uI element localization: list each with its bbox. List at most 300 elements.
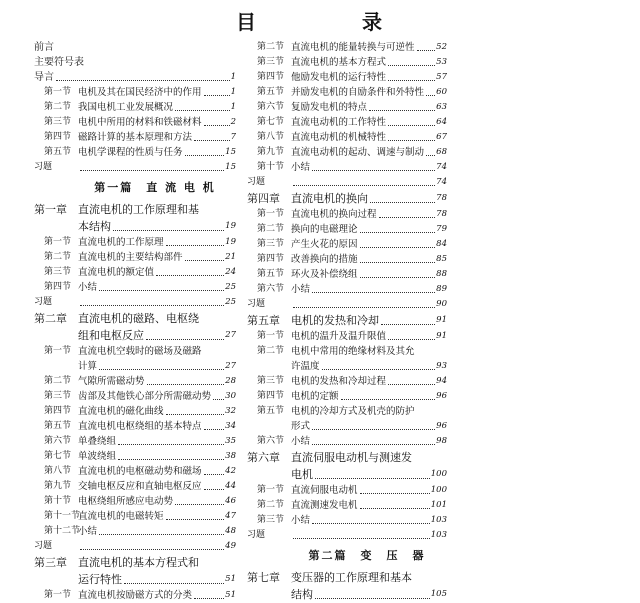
entry-number: 第六节 (257, 436, 285, 446)
entry-title: 直流电机的额定值 (78, 267, 155, 278)
entry-title: 复励发电机的特点 (291, 102, 368, 113)
entry-number: 第七章 (247, 571, 280, 584)
dot-leader (370, 201, 435, 203)
page-number: 78 (436, 209, 447, 219)
page-number: 103 (430, 530, 447, 540)
dot-leader (213, 398, 224, 400)
part-title: 第二篇 变 压 器 (308, 549, 426, 562)
entry-number: 第十节 (257, 162, 285, 172)
entry-number: 第三节 (257, 57, 285, 67)
entry-title: 小结 (291, 284, 311, 295)
toc-entry (247, 404, 447, 419)
entry-number: 第二节 (257, 500, 285, 510)
dot-leader (341, 398, 436, 400)
page-number: 94 (436, 376, 447, 386)
entry-number: 第四节 (257, 391, 285, 401)
entry-number: 第二节 (44, 102, 72, 112)
entry-number: 第五节 (257, 87, 285, 97)
page-number: 24 (225, 267, 236, 277)
entry-title: 主要符号表 (34, 57, 84, 68)
entry-title: 电枢绕组所感应电动势 (78, 496, 174, 507)
toc-entry (34, 265, 236, 280)
dot-leader (426, 154, 435, 156)
entry-title: 电机的冷却方式及机壳的防护 (291, 406, 415, 417)
dot-leader (204, 428, 225, 430)
page-number: 100 (430, 485, 447, 495)
toc-entry (247, 297, 447, 312)
entry-title: 直流电机的电磁转矩 (78, 511, 164, 522)
entry-number: 第七节 (257, 117, 285, 127)
dot-leader (99, 368, 224, 370)
toc-entry (247, 449, 447, 466)
entry-title: 直流电机电枢绕组的基本特点 (78, 421, 202, 432)
dot-leader (124, 582, 224, 584)
toc-left-column (34, 40, 236, 603)
entry-number: 习题 (247, 177, 266, 187)
dot-leader (360, 246, 436, 248)
toc-entry (247, 267, 447, 282)
dot-leader (426, 94, 435, 96)
toc-entry (34, 539, 236, 554)
dot-leader (312, 522, 430, 524)
dot-leader (204, 473, 225, 475)
page-number: 68 (436, 147, 447, 157)
entry-number: 第五节 (44, 421, 72, 431)
entry-number: 第一节 (44, 87, 72, 97)
entry-title: 换向的电磁理论 (291, 224, 358, 235)
toc-entry (34, 250, 236, 265)
entry-number: 第十二节 (44, 526, 81, 536)
page-number: 51 (225, 574, 236, 584)
entry-title: 电机及其在国民经济中的作用 (78, 87, 202, 98)
entry-number: 第一节 (257, 485, 285, 495)
entry-number: 第十一节 (44, 511, 81, 521)
toc-entry (34, 201, 236, 218)
toc-entry (34, 115, 236, 130)
dot-leader (417, 49, 436, 51)
page-number: 35 (225, 436, 236, 446)
toc-entry (34, 571, 236, 588)
entry-number: 第三节 (44, 391, 72, 401)
entry-number: 第四章 (247, 192, 280, 205)
toc-entry (34, 310, 236, 327)
entry-title: 变压器的工作原理和基本 (291, 571, 412, 584)
dot-leader (194, 139, 230, 141)
toc-entry (34, 70, 236, 85)
entry-title: 直流伺服电动机与测速发 (291, 451, 412, 464)
page-number: 96 (436, 391, 447, 401)
page-number: 105 (430, 589, 447, 599)
entry-number: 第四节 (257, 254, 285, 264)
page-title: 目 录 (236, 10, 404, 34)
dot-leader (99, 289, 224, 291)
entry-number: 第一节 (44, 590, 72, 600)
entry-title: 我国电机工业发展概况 (78, 102, 174, 113)
page-number: 38 (225, 451, 236, 461)
dot-leader (322, 368, 436, 370)
page-number: 25 (225, 282, 236, 292)
page-number: 15 (225, 162, 236, 172)
toc-entry (247, 434, 447, 449)
toc-entry (247, 85, 447, 100)
entry-number: 第一节 (44, 346, 72, 356)
entry-number: 第六章 (247, 451, 280, 464)
page-number: 57 (436, 72, 447, 82)
toc-entry (247, 528, 447, 543)
page-number: 47 (225, 511, 236, 521)
entry-number: 第二节 (257, 224, 285, 234)
entry-number: 第五节 (257, 269, 285, 279)
page-number: 100 (430, 469, 447, 479)
entry-title: 交轴电枢反应和直轴电枢反应 (78, 481, 202, 492)
page-number: 84 (436, 239, 447, 249)
toc-entry (34, 554, 236, 571)
dot-leader (360, 276, 436, 278)
toc-entry (247, 586, 447, 603)
entry-title: 直流电机的能量转换与可逆性 (291, 42, 415, 53)
entry-number: 第四节 (44, 282, 72, 292)
page-number: 91 (436, 331, 447, 341)
page-number: 93 (436, 361, 447, 371)
part-heading (34, 175, 236, 201)
page-number: 78 (436, 193, 447, 203)
part-heading (247, 543, 447, 569)
dot-leader (388, 64, 435, 66)
toc-entry (247, 160, 447, 175)
page-number: 52 (436, 42, 447, 52)
toc-entry (247, 190, 447, 207)
toc-entry (247, 374, 447, 389)
dot-leader (388, 383, 435, 385)
entry-title: 导言 (34, 72, 54, 83)
page-number: 46 (225, 496, 236, 506)
entry-title: 电机的发热和冷却 (291, 314, 379, 327)
toc-entry (34, 464, 236, 479)
entry-title: 直流电机的工作原理 (78, 237, 164, 248)
page-number: 49 (225, 541, 236, 551)
page-number: 28 (225, 376, 236, 386)
toc-entry (247, 252, 447, 267)
entry-title: 许温度 (291, 361, 320, 372)
entry-title: 产生火花的原因 (291, 239, 358, 250)
toc-entry (34, 524, 236, 539)
toc-entry (247, 312, 447, 329)
entry-title: 直流电机的工作原理和基 (78, 203, 199, 216)
entry-title: 组和电枢反应 (78, 329, 144, 342)
dot-leader (293, 537, 430, 539)
toc-entry (247, 100, 447, 115)
toc-entry (34, 280, 236, 295)
page-number: 89 (436, 284, 447, 294)
toc-entry (247, 513, 447, 528)
dot-leader (293, 306, 435, 308)
page-number: 34 (225, 421, 236, 431)
page-number: 19 (225, 221, 236, 231)
page-number: 1 (230, 87, 236, 97)
entry-title: 电机的发热和冷却过程 (291, 376, 387, 387)
page-number: 7 (230, 132, 236, 142)
dot-leader (204, 94, 230, 96)
dot-leader (80, 548, 224, 550)
entry-title: 电机的定额 (291, 391, 339, 402)
page-number: 85 (436, 254, 447, 264)
page-number: 74 (436, 177, 447, 187)
toc-right-column (247, 40, 447, 603)
toc-entry (247, 115, 447, 130)
entry-title: 直流电机的换向过程 (291, 209, 377, 220)
entry-number: 习题 (247, 299, 266, 309)
toc-entry (247, 237, 447, 252)
entry-title: 直流电机的磁路、电枢绕 (78, 312, 199, 325)
toc-entry (247, 329, 447, 344)
dot-leader (388, 124, 435, 126)
dot-leader (146, 338, 224, 340)
dot-leader (113, 229, 224, 231)
entry-title: 小结 (291, 436, 311, 447)
entry-title: 小结 (78, 526, 98, 537)
toc-entry (247, 344, 447, 359)
entry-title: 运行特性 (78, 573, 122, 586)
toc-entry (247, 282, 447, 297)
entry-number: 习题 (34, 297, 53, 307)
entry-title: 他励发电机的运行特性 (291, 72, 387, 83)
page-number: 2 (230, 117, 236, 127)
dot-leader (185, 259, 225, 261)
entry-title: 齿部及其他铁心部分所需磁动势 (78, 391, 212, 402)
entry-number: 第二节 (257, 42, 285, 52)
entry-number: 第三节 (257, 515, 285, 525)
toc-entry (34, 359, 236, 374)
dot-leader (360, 492, 430, 494)
page-number: 30 (225, 391, 236, 401)
toc-entry (34, 295, 236, 310)
entry-number: 第三节 (44, 117, 72, 127)
page-number: 1 (230, 102, 236, 112)
entry-number: 第十节 (44, 496, 72, 506)
page-number: 96 (436, 421, 447, 431)
entry-title: 直流电机的基本方程式和 (78, 556, 199, 569)
entry-number: 第五节 (44, 147, 72, 157)
dot-leader (360, 507, 430, 509)
toc-entry (34, 374, 236, 389)
entry-number: 习题 (247, 530, 266, 540)
page-number: 51 (225, 590, 236, 600)
toc-entry (34, 130, 236, 145)
dot-leader (315, 597, 430, 599)
entry-number: 第三节 (257, 376, 285, 386)
dot-leader (166, 413, 225, 415)
page-number: 60 (436, 87, 447, 97)
dot-leader (156, 274, 224, 276)
page-number: 15 (225, 147, 236, 157)
entry-number: 第四节 (44, 132, 72, 142)
entry-title: 单波绕组 (78, 451, 117, 462)
entry-title: 直流电机的主要结构部件 (78, 252, 183, 263)
page-number: 32 (225, 406, 236, 416)
entry-number: 第三节 (257, 239, 285, 249)
entry-title: 环火及补偿绕组 (291, 269, 358, 280)
page-number: 25 (225, 297, 236, 307)
dot-leader (175, 503, 224, 505)
toc-entry (34, 419, 236, 434)
entry-number: 第九节 (257, 147, 285, 157)
toc-entry (34, 100, 236, 115)
entry-number: 第二节 (257, 346, 285, 356)
page-number: 101 (430, 500, 447, 510)
toc-entry (247, 498, 447, 513)
toc-entry (247, 40, 447, 55)
part-title: 第一篇 直 流 电 机 (94, 181, 216, 194)
entry-title: 直流电机的换向 (291, 192, 368, 205)
entry-number: 第一节 (44, 237, 72, 247)
toc-entry (34, 40, 236, 55)
dot-leader (118, 443, 224, 445)
page-number: 42 (225, 466, 236, 476)
toc-entry (34, 509, 236, 524)
toc-entry (34, 235, 236, 250)
dot-leader (293, 184, 435, 186)
entry-title: 直流电机按励磁方式的分类 (78, 590, 193, 601)
dot-leader (388, 79, 435, 81)
dot-leader (312, 291, 435, 293)
dot-leader (388, 139, 435, 141)
entry-title: 磁路计算的基本原理和方法 (78, 132, 193, 143)
toc-entry (34, 389, 236, 404)
entry-title: 本结构 (78, 220, 111, 233)
toc-entry (247, 466, 447, 483)
toc-entry (247, 207, 447, 222)
toc-entry (247, 145, 447, 160)
page-number: 98 (436, 436, 447, 446)
toc-entry (34, 85, 236, 100)
entry-number: 第一节 (257, 331, 285, 341)
page-number: 67 (436, 132, 447, 142)
dot-leader (312, 443, 435, 445)
page-number: 91 (436, 315, 447, 325)
dot-leader (204, 124, 230, 126)
entry-number: 第六节 (44, 436, 72, 446)
entry-number: 习题 (34, 162, 53, 172)
page-number: 63 (436, 102, 447, 112)
dot-leader (80, 304, 224, 306)
entry-title: 并励发电机的自励条件和外特性 (291, 87, 425, 98)
entry-number: 第二节 (44, 376, 72, 386)
dot-leader (312, 428, 435, 430)
dot-leader (388, 338, 435, 340)
entry-title: 直流伺服电动机 (291, 485, 358, 496)
entry-number: 第八节 (257, 132, 285, 142)
toc-entry (34, 494, 236, 509)
entry-title: 电机的温升及温升限值 (291, 331, 387, 342)
entry-title: 小结 (78, 282, 98, 293)
page-number: 53 (436, 57, 447, 67)
entry-title: 电机中常用的绝缘材料及其允 (291, 346, 415, 357)
toc-entry (34, 55, 236, 70)
entry-title: 计算 (78, 361, 98, 372)
toc-entry (247, 70, 447, 85)
entry-title: 电机学课程的性质与任务 (78, 147, 183, 158)
page-number: 27 (225, 330, 236, 340)
page-number: 103 (430, 515, 447, 525)
toc-entry (34, 160, 236, 175)
entry-title: 单叠绕组 (78, 436, 117, 447)
toc-entry (34, 327, 236, 344)
dot-leader (147, 383, 225, 385)
toc-entry (247, 483, 447, 498)
entry-title: 气隙所需磁动势 (78, 376, 145, 387)
entry-number: 第九节 (44, 481, 72, 491)
entry-title: 电机 (291, 468, 313, 481)
toc-entry (34, 588, 236, 603)
entry-title: 电机中所用的材料和铁磁材料 (78, 117, 202, 128)
entry-title: 直流电动机的机械特性 (291, 132, 387, 143)
dot-leader (194, 597, 224, 599)
dot-leader (360, 261, 436, 263)
toc-entry (247, 569, 447, 586)
entry-number: 第二节 (44, 252, 72, 262)
entry-number: 第七节 (44, 451, 72, 461)
entry-title: 小结 (291, 162, 311, 173)
toc-entry (34, 404, 236, 419)
dot-leader (166, 244, 225, 246)
dot-leader (166, 518, 225, 520)
entry-title: 前言 (34, 42, 54, 53)
dot-leader (80, 169, 224, 171)
toc-entry (34, 434, 236, 449)
entry-title: 直流电动机的起动、调速与制动 (291, 147, 425, 158)
toc-entry (247, 222, 447, 237)
toc-entry (34, 344, 236, 359)
toc-entry (247, 389, 447, 404)
entry-title: 直流电机的基本方程式 (291, 57, 387, 68)
page-number: 90 (436, 299, 447, 309)
entry-title: 改善换向的措施 (291, 254, 358, 265)
toc-entry (34, 218, 236, 235)
dot-leader (312, 169, 435, 171)
dot-leader (315, 477, 430, 479)
entry-number: 第二章 (34, 312, 67, 325)
dot-leader (118, 458, 224, 460)
entry-number: 习题 (34, 541, 53, 551)
toc-entry (247, 359, 447, 374)
page-number: 44 (225, 481, 236, 491)
entry-title: 小结 (291, 515, 311, 526)
toc-entry (247, 55, 447, 70)
toc-entry (34, 145, 236, 160)
entry-number: 第三节 (44, 267, 72, 277)
page-number: 64 (436, 117, 447, 127)
entry-number: 第四节 (44, 406, 72, 416)
entry-number: 第三章 (34, 556, 67, 569)
entry-title: 直流电机的磁化曲线 (78, 406, 164, 417)
toc-entry (247, 130, 447, 145)
dot-leader (379, 216, 436, 218)
entry-number: 第八节 (44, 466, 72, 476)
dot-leader (56, 79, 230, 81)
page-number: 74 (436, 162, 447, 172)
entry-number: 第一章 (34, 203, 67, 216)
page-number: 21 (225, 252, 236, 262)
toc-entry (34, 479, 236, 494)
entry-title: 直流电机空载时的磁场及磁路 (78, 346, 202, 357)
entry-number: 第一节 (257, 209, 285, 219)
dot-leader (99, 533, 224, 535)
dot-leader (204, 488, 225, 490)
entry-title: 结构 (291, 588, 313, 601)
page-number: 19 (225, 237, 236, 247)
dot-leader (175, 109, 230, 111)
toc-entry (247, 419, 447, 434)
